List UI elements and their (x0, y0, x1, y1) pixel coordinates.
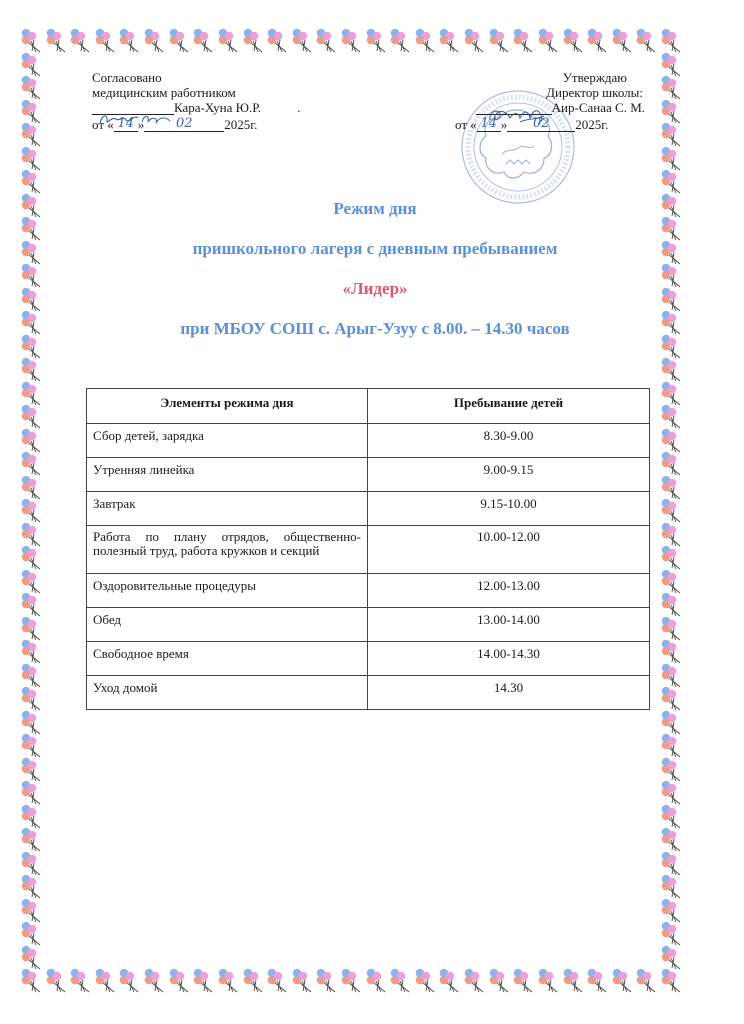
row-time: 12.00-13.00 (368, 574, 650, 608)
date-prefix: от « (455, 117, 477, 132)
approval-right-block (455, 70, 645, 132)
balloon-bunch-icon (340, 28, 364, 54)
balloon-bunch-icon (660, 75, 684, 101)
balloon-bunch-icon (192, 28, 216, 54)
title-line-2: пришкольного лагеря с дневным пребыванием (192, 239, 558, 258)
table-row (87, 526, 650, 574)
balloon-bunch-icon (365, 968, 389, 994)
schedule-table (86, 388, 650, 710)
balloon-bunch-icon (340, 968, 364, 994)
balloon-bunch-icon (438, 968, 462, 994)
balloon-bunch-icon (168, 968, 192, 994)
row-time: 10.00-12.00 (368, 526, 650, 574)
balloon-bunch-icon (660, 498, 684, 524)
balloon-bunch-icon (660, 404, 684, 430)
balloon-bunch-icon (217, 968, 241, 994)
date-day-field (114, 115, 138, 132)
balloon-bunch-icon (660, 357, 684, 383)
balloon-bunch-icon (20, 28, 44, 54)
balloon-bunch-icon (438, 28, 462, 54)
row-element: Завтрак (87, 492, 368, 526)
title-line-1: Режим дня (333, 199, 417, 218)
balloon-bunch-icon (586, 28, 610, 54)
approval-right-name: Аир-Санаа С. М. (551, 100, 645, 115)
balloon-bunch-icon (315, 28, 339, 54)
row-time: 9.00-9.15 (368, 458, 650, 492)
balloon-bunch-icon (20, 639, 44, 665)
table-row (87, 574, 650, 608)
balloon-bunch-icon (414, 28, 438, 54)
balloon-bunch-icon (266, 28, 290, 54)
balloon-bunch-icon (660, 639, 684, 665)
balloon-bunch-icon (660, 945, 684, 971)
balloon-bunch-icon (315, 968, 339, 994)
balloon-bunch-icon (45, 968, 69, 994)
date-year: 2025г. (575, 117, 609, 132)
balloon-bunch-icon (389, 968, 413, 994)
balloon-bunch-icon (20, 216, 44, 242)
row-time: 14.30 (368, 676, 650, 710)
balloon-bunch-icon (611, 28, 635, 54)
balloon-bunch-icon (69, 968, 93, 994)
row-time: 13.00-14.00 (368, 608, 650, 642)
row-element: Работа по плану отрядов, общественно-полезный труд, работа кружков и секций (87, 526, 368, 574)
balloon-bunch-icon (20, 592, 44, 618)
approval-left-role: медицинским работником (92, 85, 236, 100)
balloon-bunch-icon (389, 28, 413, 54)
balloon-bunch-icon (20, 263, 44, 289)
balloon-bunch-icon (20, 404, 44, 430)
date-month-handwritten: 02 (532, 116, 550, 131)
balloon-bunch-icon (143, 28, 167, 54)
date-day-handwritten: 14 (117, 116, 135, 131)
balloon-bunch-icon (20, 733, 44, 759)
balloon-bunch-icon (20, 310, 44, 336)
balloon-bunch-icon (143, 968, 167, 994)
row-element: Уход домой (87, 676, 368, 710)
table-row (87, 642, 650, 676)
balloon-bunch-icon (20, 945, 44, 971)
balloon-bunch-icon (242, 28, 266, 54)
date-year: 2025г. (224, 117, 258, 132)
balloon-bunch-icon (168, 28, 192, 54)
balloon-bunch-icon (660, 968, 684, 994)
approval-left-name: Кара-Хуна Ю.Р. (174, 100, 262, 115)
approval-right-signature-line (455, 100, 645, 115)
balloon-bunch-icon (660, 827, 684, 853)
balloon-bunch-icon (660, 921, 684, 947)
approval-right-role: Директор школы: (546, 85, 643, 100)
date-day-field (477, 115, 501, 132)
balloon-bunch-icon (512, 28, 536, 54)
balloon-bunch-icon (488, 968, 512, 994)
balloon-bunch-icon (20, 921, 44, 947)
camp-name: «Лидер» (342, 279, 408, 298)
table-row (87, 676, 650, 710)
balloon-bunch-icon (291, 968, 315, 994)
date-prefix: от « (92, 117, 114, 132)
approval-left-block (92, 70, 300, 132)
balloon-bunch-icon (660, 28, 684, 54)
balloon-bunch-icon (45, 28, 69, 54)
balloon-bunch-icon (660, 733, 684, 759)
row-element: Оздоровительные процедуры (87, 574, 368, 608)
balloon-bunch-icon (20, 545, 44, 571)
approval-left-heading: Согласовано (92, 70, 162, 85)
balloon-bunch-icon (20, 968, 44, 994)
date-day-handwritten: 14 (480, 116, 498, 131)
balloon-bunch-icon (20, 498, 44, 524)
balloon-bunch-icon (463, 968, 487, 994)
approval-left-date (92, 115, 300, 132)
date-month-field (144, 115, 224, 132)
balloon-bunch-icon (660, 122, 684, 148)
title-line-4: при МБОУ СОШ с. Арыг-Узуу с 8.00. – 14.30 часов (180, 319, 570, 338)
balloon-bunch-icon (20, 451, 44, 477)
date-mid: » (500, 117, 508, 132)
balloon-bunch-icon (20, 780, 44, 806)
balloon-bunch-icon (69, 28, 93, 54)
balloon-bunch-icon (118, 28, 142, 54)
balloon-bunch-icon (20, 827, 44, 853)
balloon-bunch-icon (611, 968, 635, 994)
balloon-bunch-icon (20, 357, 44, 383)
balloon-bunch-icon (192, 968, 216, 994)
balloon-bunch-icon (20, 169, 44, 195)
balloon-bunch-icon (20, 122, 44, 148)
balloon-bunch-icon (512, 968, 536, 994)
balloon-bunch-icon (20, 686, 44, 712)
table-header-row (87, 389, 650, 424)
balloon-bunch-icon (635, 28, 659, 54)
row-time: 9.15-10.00 (368, 492, 650, 526)
balloon-bunch-icon (537, 28, 561, 54)
balloon-bunch-icon (20, 75, 44, 101)
table-row (87, 492, 650, 526)
row-element: Сбор детей, зарядка (87, 424, 368, 458)
row-element: Утренняя линейка (87, 458, 368, 492)
date-month-field (507, 115, 575, 132)
approval-right-heading: Утверждаю (562, 70, 627, 85)
balloon-bunch-icon (217, 28, 241, 54)
row-element: Свободное время (87, 642, 368, 676)
balloon-bunch-icon (94, 28, 118, 54)
balloon-bunch-icon (586, 968, 610, 994)
table-row (87, 424, 650, 458)
balloon-bunch-icon (660, 451, 684, 477)
balloon-bunch-icon (365, 28, 389, 54)
stray-dot: . (297, 100, 301, 115)
date-month-handwritten: 02 (175, 116, 193, 131)
balloon-bunch-icon (266, 968, 290, 994)
balloon-bunch-icon (94, 968, 118, 994)
balloon-bunch-icon (463, 28, 487, 54)
balloon-bunch-icon (242, 968, 266, 994)
column-header-time: Пребывание детей (368, 389, 650, 424)
balloon-bunch-icon (635, 968, 659, 994)
balloon-bunch-icon (291, 28, 315, 54)
balloon-bunch-icon (414, 968, 438, 994)
row-time: 8.30-9.00 (368, 424, 650, 458)
table-row (87, 608, 650, 642)
balloon-bunch-icon (537, 968, 561, 994)
balloon-bunch-icon (660, 169, 684, 195)
balloon-bunch-icon (660, 545, 684, 571)
balloon-bunch-icon (118, 968, 142, 994)
balloon-bunch-icon (562, 968, 586, 994)
balloon-bunch-icon (660, 686, 684, 712)
balloon-bunch-icon (660, 780, 684, 806)
date-mid: » (137, 117, 145, 132)
table-row (87, 458, 650, 492)
approval-left-signature-line (92, 100, 300, 115)
balloon-bunch-icon (488, 28, 512, 54)
approval-right-date (455, 115, 645, 132)
row-element: Обед (87, 608, 368, 642)
balloon-bunch-icon (20, 874, 44, 900)
balloon-bunch-icon (660, 592, 684, 618)
balloon-bunch-icon (660, 874, 684, 900)
column-header-elements: Элементы режима дня (87, 389, 368, 424)
row-time: 14.00-14.30 (368, 642, 650, 676)
balloon-bunch-icon (562, 28, 586, 54)
